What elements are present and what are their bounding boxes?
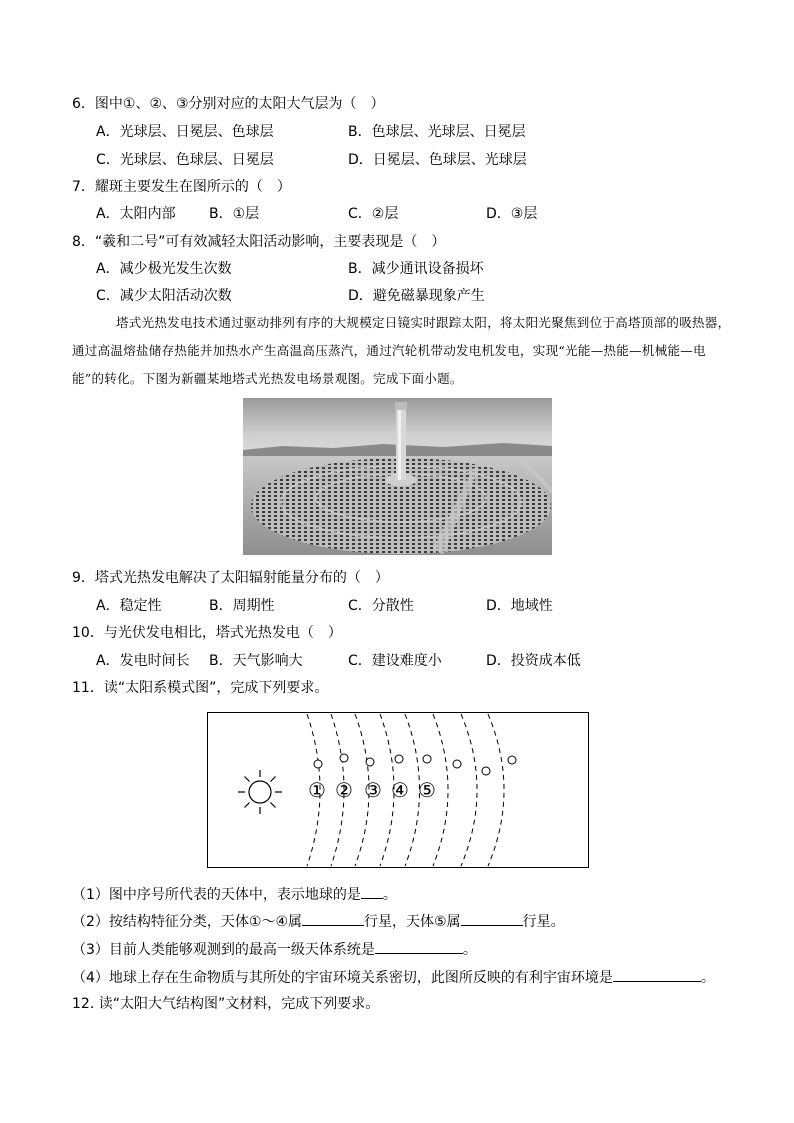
q11-sub1 bbox=[72, 884, 397, 905]
q11-sub3 bbox=[72, 939, 477, 960]
planet-6 bbox=[453, 760, 461, 768]
q8-option-d[interactable]: D．避免磁暴现象产生 bbox=[348, 288, 485, 304]
q11-sub3-end: 。 bbox=[462, 942, 477, 958]
q11-stem: 11．读“太阳系模式图”，完成下列要求。 bbox=[72, 680, 329, 696]
passage: 塔式光热发电技术通过驱动排列有序的大规模定日镜实时跟踪太阳，将太阳光聚焦到位于高塔顶部的吸热器，通过高温熔盐储存热能并加热水产生高温高压蒸汽，通过汽轮机带动发电机发电，实现“光能—热能—机械能—电能”的转化。下图为新疆某地塔式光热发电场景观图。完成下面小题。 bbox=[72, 315, 731, 386]
q11-sub1-end: 。 bbox=[382, 887, 397, 903]
planet-8 bbox=[508, 756, 516, 764]
q8-option-c[interactable]: C．减少太阳活动次数 bbox=[96, 288, 232, 304]
q9-option-c[interactable]: C．分散性 bbox=[348, 598, 414, 614]
q7-option-b[interactable]: B．①层 bbox=[209, 206, 260, 222]
q8-option-a[interactable]: A．减少极光发生次数 bbox=[96, 261, 232, 277]
planet-3 bbox=[366, 758, 374, 766]
q6-option-d[interactable]: D．日冕层、色球层、光球层 bbox=[348, 152, 527, 168]
q11-sub2-text: （2）按结构特征分类，天体①～④属 bbox=[72, 914, 303, 930]
q11-sub1-blank[interactable] bbox=[361, 884, 383, 899]
q7-option-a[interactable]: A．太阳内部 bbox=[96, 206, 176, 222]
q10-option-c[interactable]: C．建设难度小 bbox=[348, 653, 442, 669]
q6-option-c[interactable]: C．光球层、色球层、日冕层 bbox=[96, 152, 274, 168]
q10-option-a[interactable]: A．发电时间长 bbox=[96, 653, 190, 669]
q11-sub2-end: 行星。 bbox=[522, 914, 565, 930]
q9-stem: 9．塔式光热发电解决了太阳辐射能量分布的（ ） bbox=[72, 570, 389, 586]
q10-option-b[interactable]: B．天气影响大 bbox=[209, 653, 303, 669]
q8-stem: 8．“羲和二号”可有效减轻太阳活动影响，主要表现是（ ） bbox=[72, 234, 446, 250]
diagram-label-1: ① bbox=[308, 778, 326, 802]
q11-sub3-text: （3）目前人类能够观测到的最高一级天体系统是 bbox=[72, 942, 375, 958]
q6-stem: 6．图中①、②、③分别对应的太阳大气层为（ ） bbox=[72, 96, 385, 112]
q7-option-c[interactable]: C．②层 bbox=[348, 206, 399, 222]
q11-sub4-text: （4）地球上存在生命物质与其所处的宇宙环境关系密切，此图所反映的有利宇宙环境是 bbox=[72, 970, 613, 986]
planet-1 bbox=[314, 760, 322, 768]
q11-sub2-blank-2[interactable] bbox=[461, 911, 523, 926]
planet-4 bbox=[395, 755, 403, 763]
q6-option-b[interactable]: B．色球层、光球层、日冕层 bbox=[348, 124, 526, 140]
q11-sub3-blank[interactable] bbox=[375, 939, 463, 954]
q11-sub4-end: 。 bbox=[700, 970, 715, 986]
planet-2 bbox=[340, 754, 348, 762]
q11-sub2 bbox=[72, 911, 565, 932]
q6-option-a[interactable]: A．光球层、日冕层、色球层 bbox=[96, 124, 274, 140]
diagram-label-4: ④ bbox=[391, 778, 409, 802]
q10-stem: 10．与光伏发电相比，塔式光热发电（ ） bbox=[72, 625, 342, 641]
q9-option-a[interactable]: A．稳定性 bbox=[96, 598, 162, 614]
q8-option-b[interactable]: B．减少通讯设备损坏 bbox=[348, 261, 484, 277]
planet-5 bbox=[423, 755, 431, 763]
q11-sub4 bbox=[72, 967, 715, 988]
q9-option-d[interactable]: D．地域性 bbox=[486, 598, 553, 614]
q7-option-d[interactable]: D．③层 bbox=[486, 206, 538, 222]
diagram-label-5: ⑤ bbox=[418, 778, 436, 802]
solar-system-diagram bbox=[207, 712, 589, 868]
solar-tower-plant-photo bbox=[243, 398, 552, 555]
q10-option-d[interactable]: D．投资成本低 bbox=[486, 653, 581, 669]
q11-sub2-mid: 行星，天体⑤属 bbox=[364, 914, 461, 930]
q7-stem: 7．耀斑主要发生在图所示的（ ） bbox=[72, 179, 291, 195]
q12-stem: 12. 读“太阳大气结构图”文材料，完成下列要求。 bbox=[72, 996, 380, 1012]
q11-sub2-blank-1[interactable] bbox=[302, 911, 364, 926]
q11-sub4-blank[interactable] bbox=[613, 967, 701, 982]
q9-option-b[interactable]: B．周期性 bbox=[209, 598, 275, 614]
diagram-label-3: ③ bbox=[364, 778, 382, 802]
planet-7 bbox=[482, 767, 490, 775]
diagram-label-2: ② bbox=[335, 778, 353, 802]
q11-sub1-text: （1）图中序号所代表的天体中，表示地球的是 bbox=[72, 887, 361, 903]
